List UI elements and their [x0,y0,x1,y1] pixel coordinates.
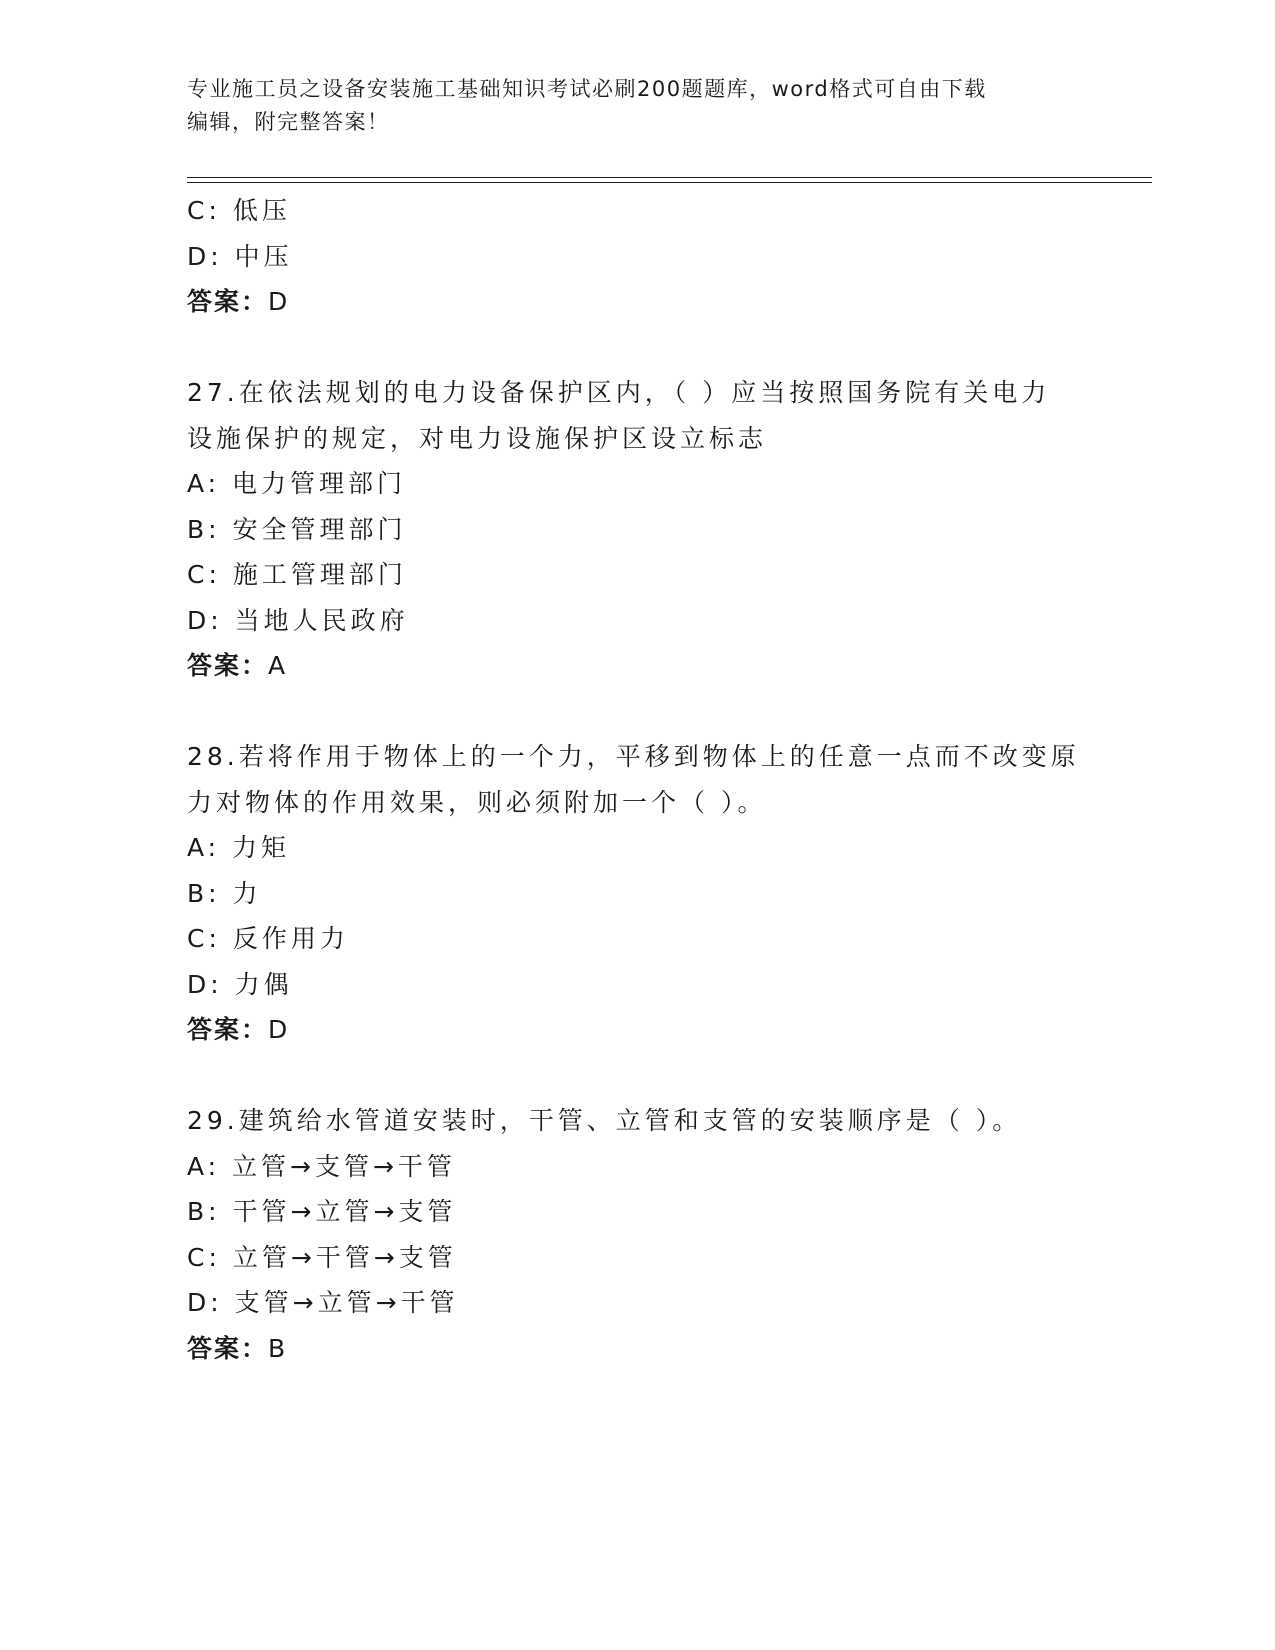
document-header [187,73,1067,139]
option-b: B: 干管→立管→支管 [187,1197,457,1226]
header-line-1: 专业施工员之设备安装施工基础知识考试必刷200题题库，word格式可自由下载 [187,77,987,101]
answer-line [187,1007,1107,1053]
spacer [187,325,1107,371]
answer-value: D [268,287,290,316]
option-a: A: 力矩 [187,833,291,862]
option-b: B: 安全管理部门 [187,514,407,544]
answer-value: D [268,1015,290,1044]
question-text-line-2: 设施保护的规定，对电力设施保护区设立标志 [187,423,768,453]
question-text [187,1098,1087,1144]
spacer [187,689,1107,735]
option-d: D: 力偶 [187,969,293,999]
option-c: C: 立管→干管→支管 [187,1242,457,1272]
header-divider-top [187,177,1152,178]
answer-label: 答案： [187,651,269,680]
question-text [187,370,1087,461]
option-d: D: 支管→立管→干管 [187,1288,459,1317]
question-block-26 [187,188,1107,325]
question-block-27 [187,370,1107,689]
answer-label: 答案： [187,1015,269,1044]
answer-line [187,279,1107,325]
question-list [187,188,1107,1371]
option-b: B: 力 [187,878,262,908]
answer-value: B [268,1333,288,1363]
answer-label: 答案： [187,1333,269,1363]
option-c: C: 反作用力 [187,924,349,953]
spacer [187,1053,1107,1099]
answer-line [187,643,1107,689]
answer-value: A [268,651,288,680]
header-divider-bottom [187,182,1152,183]
question-text-line-1: 27.在依法规划的电力设备保护区内，（ ）应当按照国务院有关电力 [187,378,1051,407]
answer-label: 答案： [187,287,269,316]
option-c: C: 低压 [187,196,291,225]
header-line-2: 编辑，附完整答案！ [187,110,390,134]
question-block-28 [187,734,1107,1053]
option-d: D: 中压 [187,241,293,271]
question-text-line-1: 29.建筑给水管道安装时，干管、立管和支管的安装顺序是（ ）。 [187,1106,1022,1135]
question-text [187,734,1087,825]
option-a: A: 立管→支管→干管 [187,1151,456,1181]
question-block-29 [187,1098,1107,1371]
question-text-line-2: 力对物体的作用效果，则必须附加一个（ ）。 [187,787,767,817]
answer-line [187,1326,1107,1372]
option-a: A: 电力管理部门 [187,469,407,498]
option-d: D: 当地人民政府 [187,605,409,635]
question-text-line-1: 28.若将作用于物体上的一个力，平移到物体上的任意一点而不改变原 [187,742,1080,771]
option-c: C: 施工管理部门 [187,560,407,589]
